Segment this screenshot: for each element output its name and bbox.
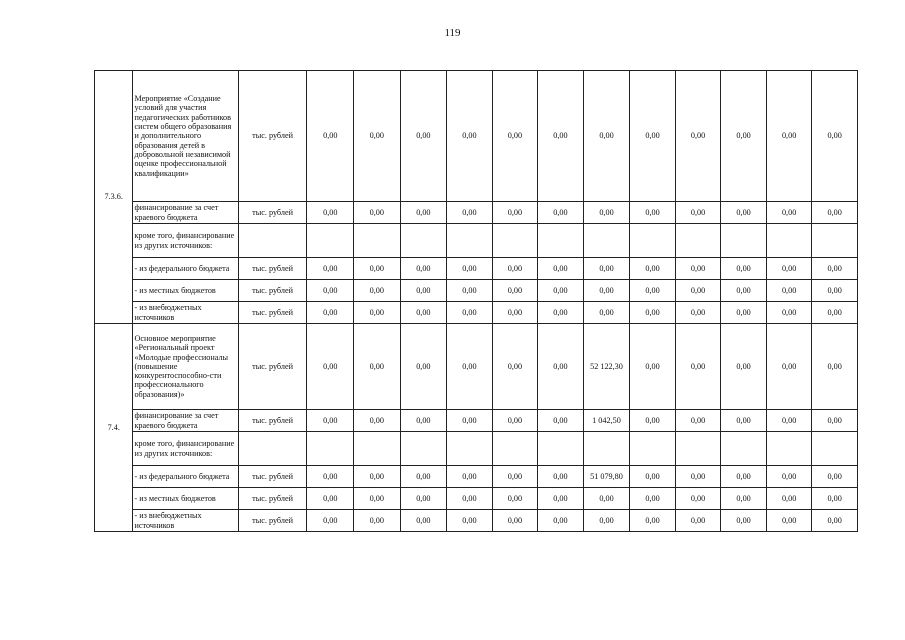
row-unit xyxy=(238,432,307,466)
value-cell: 0,00 xyxy=(354,258,401,280)
value-cell: 0,00 xyxy=(721,410,767,432)
value-cell: 0,00 xyxy=(675,410,721,432)
value-cell: 0,00 xyxy=(583,510,630,532)
value-cell: 0,00 xyxy=(812,324,858,410)
value-cell: 52 122,30 xyxy=(583,324,630,410)
value-cell: 0,00 xyxy=(447,258,493,280)
value-cell: 0,00 xyxy=(538,202,584,224)
value-cell: 0,00 xyxy=(766,71,812,202)
value-cell: 0,00 xyxy=(400,466,447,488)
row-description: финансирование за счет краевого бюджета xyxy=(133,202,238,224)
value-cell: 0,00 xyxy=(630,324,676,410)
value-cell xyxy=(630,224,676,258)
row-description: кроме того, финансирование из других источников: xyxy=(133,224,238,258)
value-cell: 0,00 xyxy=(583,71,630,202)
value-cell: 0,00 xyxy=(447,202,493,224)
value-cell: 0,00 xyxy=(307,258,354,280)
value-cell: 0,00 xyxy=(812,280,858,302)
table-row xyxy=(95,224,858,258)
value-cell: 0,00 xyxy=(538,280,584,302)
value-cell: 0,00 xyxy=(766,510,812,532)
value-cell xyxy=(447,432,493,466)
row-description: - из внебюджетных источников xyxy=(133,510,238,532)
value-cell: 0,00 xyxy=(675,71,721,202)
value-cell: 0,00 xyxy=(766,302,812,324)
value-cell: 0,00 xyxy=(721,258,767,280)
row-unit: тыс. рублей xyxy=(238,466,307,488)
value-cell: 0,00 xyxy=(400,488,447,510)
value-cell: 0,00 xyxy=(307,302,354,324)
value-cell: 0,00 xyxy=(721,71,767,202)
table-row xyxy=(95,410,858,432)
row-description: - из местных бюджетов xyxy=(133,488,238,510)
value-cell: 0,00 xyxy=(721,510,767,532)
value-cell: 0,00 xyxy=(307,488,354,510)
value-cell: 0,00 xyxy=(766,324,812,410)
value-cell xyxy=(812,224,858,258)
value-cell: 0,00 xyxy=(538,71,584,202)
value-cell: 0,00 xyxy=(307,510,354,532)
value-cell: 0,00 xyxy=(766,202,812,224)
page-number: 119 xyxy=(444,27,461,39)
value-cell: 0,00 xyxy=(630,410,676,432)
value-cell: 0,00 xyxy=(630,71,676,202)
value-cell: 0,00 xyxy=(400,410,447,432)
value-cell: 0,00 xyxy=(492,510,538,532)
section-code: 7.4. xyxy=(95,324,133,532)
value-cell: 0,00 xyxy=(307,410,354,432)
value-cell: 0,00 xyxy=(630,202,676,224)
value-cell xyxy=(812,432,858,466)
value-cell: 0,00 xyxy=(812,302,858,324)
value-cell: 0,00 xyxy=(675,324,721,410)
value-cell: 0,00 xyxy=(538,488,584,510)
value-cell: 0,00 xyxy=(447,510,493,532)
value-cell: 0,00 xyxy=(447,488,493,510)
value-cell: 0,00 xyxy=(447,466,493,488)
table-row xyxy=(95,432,858,466)
value-cell: 0,00 xyxy=(721,488,767,510)
value-cell: 0,00 xyxy=(354,466,401,488)
row-description: - из федерального бюджета xyxy=(133,466,238,488)
value-cell: 0,00 xyxy=(812,202,858,224)
value-cell: 0,00 xyxy=(675,280,721,302)
value-cell: 0,00 xyxy=(812,488,858,510)
row-unit: тыс. рублей xyxy=(238,410,307,432)
value-cell: 0,00 xyxy=(675,258,721,280)
value-cell: 0,00 xyxy=(630,510,676,532)
value-cell: 0,00 xyxy=(354,71,401,202)
value-cell: 0,00 xyxy=(766,258,812,280)
value-cell: 0,00 xyxy=(492,280,538,302)
value-cell: 0,00 xyxy=(400,258,447,280)
value-cell: 0,00 xyxy=(400,302,447,324)
value-cell: 0,00 xyxy=(721,466,767,488)
value-cell xyxy=(630,432,676,466)
value-cell xyxy=(583,224,630,258)
value-cell xyxy=(721,432,767,466)
row-unit: тыс. рублей xyxy=(238,488,307,510)
value-cell xyxy=(307,224,354,258)
row-description: финансирование за счет краевого бюджета xyxy=(133,410,238,432)
row-unit: тыс. рублей xyxy=(238,202,307,224)
value-cell: 0,00 xyxy=(400,71,447,202)
value-cell: 0,00 xyxy=(307,280,354,302)
value-cell: 0,00 xyxy=(538,466,584,488)
value-cell: 0,00 xyxy=(766,488,812,510)
value-cell: 0,00 xyxy=(400,280,447,302)
value-cell xyxy=(675,224,721,258)
value-cell xyxy=(492,224,538,258)
value-cell: 0,00 xyxy=(812,71,858,202)
table-row xyxy=(95,202,858,224)
value-cell xyxy=(721,224,767,258)
section-code: 7.3.6. xyxy=(95,71,133,324)
value-cell xyxy=(447,224,493,258)
value-cell: 0,00 xyxy=(447,280,493,302)
value-cell: 0,00 xyxy=(630,258,676,280)
value-cell: 0,00 xyxy=(354,488,401,510)
budget-table xyxy=(94,70,858,532)
value-cell: 0,00 xyxy=(492,71,538,202)
value-cell: 0,00 xyxy=(766,280,812,302)
table-row xyxy=(95,280,858,302)
value-cell: 0,00 xyxy=(492,488,538,510)
value-cell: 0,00 xyxy=(354,510,401,532)
value-cell: 0,00 xyxy=(538,302,584,324)
value-cell: 0,00 xyxy=(538,510,584,532)
value-cell: 0,00 xyxy=(675,302,721,324)
value-cell: 51 079,80 xyxy=(583,466,630,488)
value-cell: 0,00 xyxy=(812,510,858,532)
value-cell xyxy=(400,224,447,258)
value-cell: 0,00 xyxy=(583,202,630,224)
value-cell xyxy=(492,432,538,466)
row-description: - из внебюджетных источников xyxy=(133,302,238,324)
value-cell: 0,00 xyxy=(492,466,538,488)
row-unit: тыс. рублей xyxy=(238,258,307,280)
value-cell: 0,00 xyxy=(492,410,538,432)
value-cell: 0,00 xyxy=(583,258,630,280)
value-cell: 0,00 xyxy=(812,410,858,432)
row-description: - из местных бюджетов xyxy=(133,280,238,302)
value-cell: 0,00 xyxy=(447,324,493,410)
value-cell: 0,00 xyxy=(538,324,584,410)
value-cell xyxy=(766,224,812,258)
value-cell xyxy=(400,432,447,466)
value-cell: 0,00 xyxy=(492,258,538,280)
value-cell xyxy=(538,432,584,466)
value-cell: 0,00 xyxy=(492,202,538,224)
value-cell: 0,00 xyxy=(400,510,447,532)
value-cell: 0,00 xyxy=(675,202,721,224)
value-cell: 0,00 xyxy=(400,202,447,224)
value-cell: 0,00 xyxy=(354,324,401,410)
row-description: Мероприятие «Создание условий для участия педагогических работников систем общего образования и дополнительного образования детей в добровольной независимой оценке профессиональной квалификации» xyxy=(133,71,238,202)
value-cell xyxy=(354,432,401,466)
value-cell: 0,00 xyxy=(812,258,858,280)
table-row xyxy=(95,488,858,510)
row-unit: тыс. рублей xyxy=(238,324,307,410)
value-cell: 0,00 xyxy=(675,466,721,488)
row-unit: тыс. рублей xyxy=(238,302,307,324)
row-unit: тыс. рублей xyxy=(238,510,307,532)
value-cell xyxy=(766,432,812,466)
value-cell: 0,00 xyxy=(447,410,493,432)
value-cell: 0,00 xyxy=(307,202,354,224)
value-cell: 0,00 xyxy=(354,410,401,432)
table-row xyxy=(95,510,858,532)
value-cell: 0,00 xyxy=(583,280,630,302)
value-cell: 0,00 xyxy=(675,488,721,510)
value-cell xyxy=(583,432,630,466)
table-row xyxy=(95,302,858,324)
row-unit: тыс. рублей xyxy=(238,71,307,202)
value-cell: 0,00 xyxy=(447,71,493,202)
value-cell: 0,00 xyxy=(538,410,584,432)
value-cell: 0,00 xyxy=(447,302,493,324)
value-cell: 0,00 xyxy=(492,302,538,324)
table-row xyxy=(95,466,858,488)
value-cell: 0,00 xyxy=(307,71,354,202)
value-cell: 0,00 xyxy=(766,466,812,488)
row-description: Основное мероприятие «Региональный проект «Молодые профессионалы (повышение конкурентоспособно-сти профессионального образования)» xyxy=(133,324,238,410)
value-cell: 0,00 xyxy=(583,488,630,510)
value-cell: 0,00 xyxy=(721,324,767,410)
value-cell: 0,00 xyxy=(583,302,630,324)
value-cell xyxy=(307,432,354,466)
value-cell xyxy=(538,224,584,258)
value-cell xyxy=(354,224,401,258)
value-cell xyxy=(675,432,721,466)
value-cell: 0,00 xyxy=(354,302,401,324)
value-cell: 0,00 xyxy=(630,280,676,302)
row-unit: тыс. рублей xyxy=(238,280,307,302)
row-description: кроме того, финансирование из других источников: xyxy=(133,432,238,466)
value-cell: 0,00 xyxy=(721,202,767,224)
value-cell: 0,00 xyxy=(630,488,676,510)
value-cell: 0,00 xyxy=(630,466,676,488)
value-cell: 0,00 xyxy=(307,324,354,410)
table-row xyxy=(95,71,858,202)
row-description: - из федерального бюджета xyxy=(133,258,238,280)
value-cell: 0,00 xyxy=(630,302,676,324)
value-cell: 0,00 xyxy=(766,410,812,432)
value-cell: 0,00 xyxy=(812,466,858,488)
table-row xyxy=(95,324,858,410)
value-cell: 0,00 xyxy=(721,280,767,302)
value-cell: 0,00 xyxy=(307,466,354,488)
value-cell: 0,00 xyxy=(400,324,447,410)
value-cell: 0,00 xyxy=(354,280,401,302)
value-cell: 1 042,50 xyxy=(583,410,630,432)
value-cell: 0,00 xyxy=(538,258,584,280)
table-row xyxy=(95,258,858,280)
value-cell: 0,00 xyxy=(354,202,401,224)
value-cell: 0,00 xyxy=(675,510,721,532)
row-unit xyxy=(238,224,307,258)
value-cell: 0,00 xyxy=(721,302,767,324)
value-cell: 0,00 xyxy=(492,324,538,410)
